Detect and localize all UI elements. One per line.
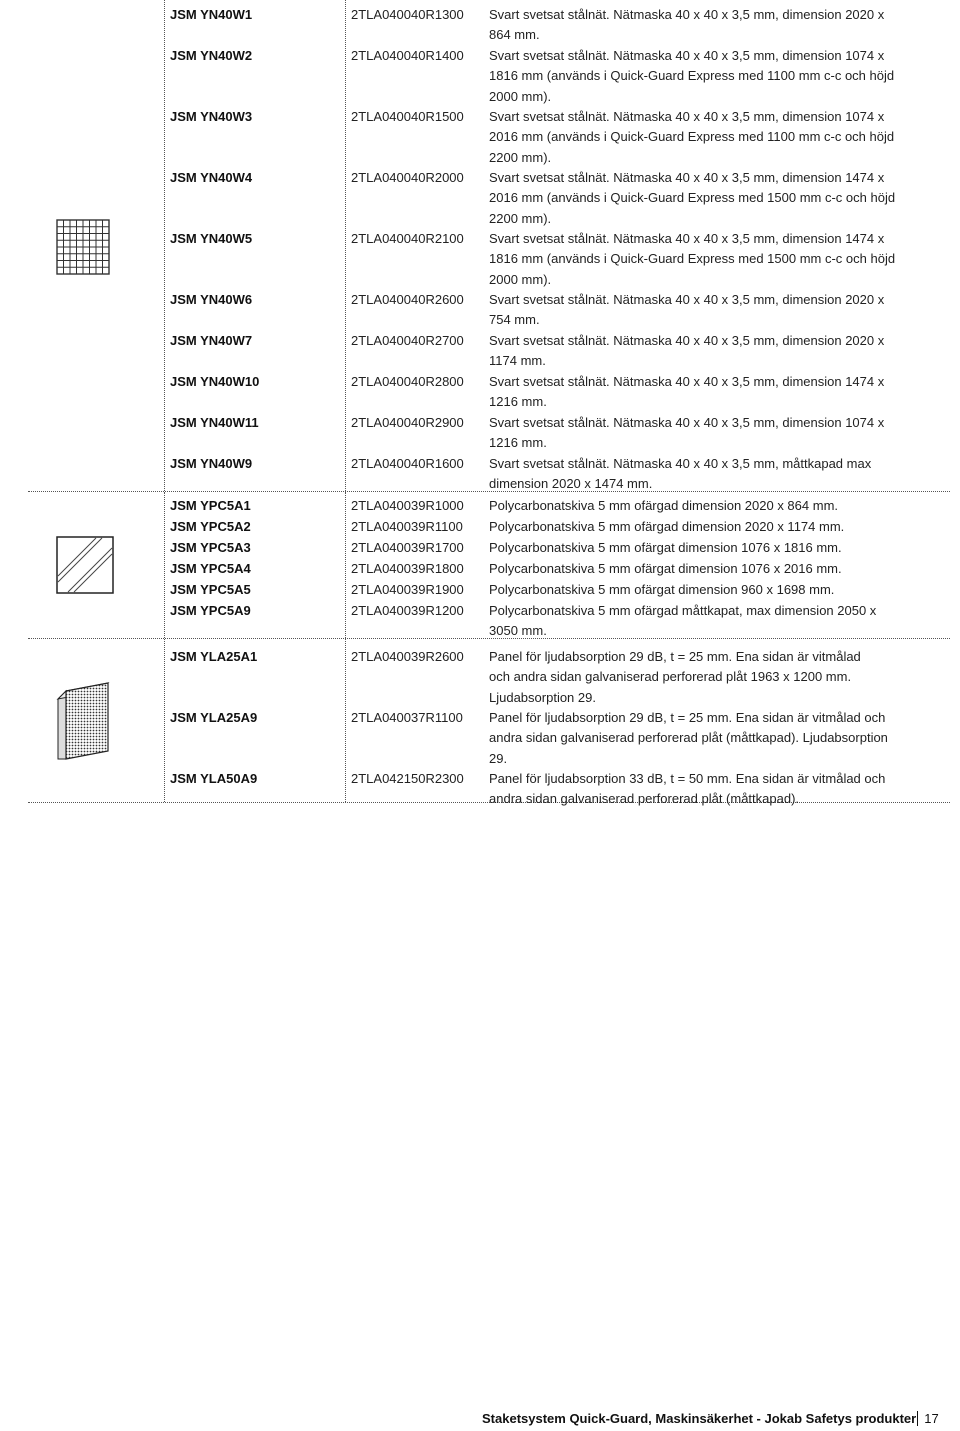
description-line: Ljudabsorption 29. [489, 689, 596, 705]
description [489, 647, 944, 708]
mesh-panel-group [28, 0, 950, 492]
article-number: 2TLA040040R1600 [351, 456, 464, 471]
model-name: JSM YPC5A2 [170, 519, 251, 534]
model-name: JSM YPC5A3 [170, 540, 251, 555]
description-line: andra sidan galvaniserad perforerad plåt (måttkapad). Ljudabsorption [489, 730, 888, 746]
description-line: Svart svetsat stålnät. Nätmaska 40 x 40 x 3,5 mm, dimension 1474 x [489, 231, 885, 246]
model-name: JSM YN40W4 [170, 170, 253, 185]
article-number: 2TLA040040R1300 [351, 7, 464, 22]
description [489, 46, 944, 107]
model-name: JSM YPC5A1 [170, 498, 251, 513]
illustration-column [28, 639, 165, 802]
article-number: 2TLA040037R1100 [351, 710, 463, 725]
description [489, 454, 944, 495]
sound-absorption-group [28, 639, 950, 807]
article-number: 2TLA040040R2000 [351, 170, 464, 185]
article-number: 2TLA040040R1500 [351, 109, 464, 124]
description-line: 2000 mm). [489, 271, 552, 287]
description-line: andra sidan galvaniserad perforerad plåt (måttkapad). [489, 791, 800, 807]
description-line: Polycarbonatskiva 5 mm ofärgat dimension 1076 x 1816 mm. [489, 540, 842, 555]
description-line: Svart svetsat stålnät. Nätmaska 40 x 40 x 3,5 mm, måttkapad max [489, 456, 872, 471]
description-line: 1816 mm (används i Quick-Guard Express med 1100 mm c-c och höjd [489, 68, 895, 84]
article-number: 2TLA040040R1400 [351, 48, 464, 63]
description-line: 3050 mm. [489, 623, 547, 639]
description [489, 538, 944, 558]
description-line: dimension 2020 x 1474 mm. [489, 476, 653, 492]
description-line: Svart svetsat stålnät. Nätmaska 40 x 40 x 3,5 mm, dimension 1074 x [489, 415, 885, 430]
model-name: JSM YN40W10 [170, 374, 260, 389]
description-line: Svart svetsat stålnät. Nätmaska 40 x 40 x 3,5 mm, dimension 1074 x [489, 109, 885, 124]
description-line: 2200 mm). [489, 210, 552, 226]
page-footer [482, 1411, 939, 1426]
description [489, 517, 944, 537]
description-line: 2000 mm). [489, 88, 552, 104]
description-line: 1216 mm. [489, 435, 547, 451]
article-number: 2TLA040039R1900 [351, 582, 464, 597]
model-name: JSM YN40W9 [170, 456, 253, 471]
column-divider [345, 0, 347, 491]
model-name: JSM YN40W6 [170, 292, 253, 307]
description-line: 2200 mm). [489, 149, 552, 165]
article-number: 2TLA040039R1800 [351, 561, 464, 576]
description-line: 1816 mm (används i Quick-Guard Express med 1500 mm c-c och höjd [489, 251, 896, 267]
model-name: JSM YN40W11 [170, 415, 259, 430]
model-name: JSM YPC5A9 [170, 603, 251, 618]
description-line: 864 mm. [489, 27, 540, 43]
description-line: Svart svetsat stålnät. Nätmaska 40 x 40 x 3,5 mm, dimension 2020 x [489, 292, 885, 307]
illustration-column [28, 0, 165, 491]
column-divider [345, 492, 347, 638]
description [489, 769, 944, 810]
description [489, 168, 944, 229]
description [489, 290, 944, 331]
description [489, 413, 944, 454]
article-number: 2TLA040040R2700 [351, 333, 464, 348]
description-line: Polycarbonatskiva 5 mm ofärgat dimension 960 x 1698 mm. [489, 582, 835, 597]
page-number: 17 [924, 1411, 939, 1426]
model-name: JSM YN40W5 [170, 231, 253, 246]
model-name: JSM YPC5A4 [170, 561, 251, 576]
description-line: Polycarbonatskiva 5 mm ofärgad dimension 2020 x 1174 mm. [489, 519, 845, 534]
model-name: JSM YPC5A5 [170, 582, 251, 597]
description [489, 601, 944, 642]
article-number: 2TLA040040R2900 [351, 415, 464, 430]
article-number: 2TLA040040R2800 [351, 374, 464, 389]
description [489, 107, 944, 168]
article-number: 2TLA040039R1100 [351, 519, 463, 534]
description [489, 331, 944, 372]
wire-mesh-panel-drawing [56, 219, 110, 275]
footer-separator [917, 1411, 918, 1426]
description-line: Svart svetsat stålnät. Nätmaska 40 x 40 x 3,5 mm, dimension 1074 x [489, 48, 885, 63]
description-line: 2016 mm (används i Quick-Guard Express med 1500 mm c-c och höjd [489, 190, 896, 206]
description [489, 580, 944, 600]
description [489, 559, 944, 579]
description-line: Svart svetsat stålnät. Nätmaska 40 x 40 x 3,5 mm, dimension 1474 x [489, 170, 885, 185]
polycarbonate-group [28, 492, 950, 639]
description-line: Polycarbonatskiva 5 mm ofärgad dimension 2020 x 864 mm. [489, 498, 839, 513]
column-divider [345, 639, 347, 802]
description-line: Polycarbonatskiva 5 mm ofärgat dimension 1076 x 2016 mm. [489, 561, 842, 576]
article-number: 2TLA042150R2300 [351, 771, 464, 786]
description-line: Panel för ljudabsorption 33 dB, t = 50 mm. Ena sidan är vitmålad och [489, 771, 886, 786]
description-line: Svart svetsat stålnät. Nätmaska 40 x 40 x 3,5 mm, dimension 2020 x [489, 7, 885, 22]
model-name: JSM YN40W2 [170, 48, 253, 63]
description-line: Polycarbonatskiva 5 mm ofärgad måttkapat, max dimension 2050 x [489, 603, 877, 618]
article-number: 2TLA040039R1700 [351, 540, 464, 555]
model-name: JSM YN40W7 [170, 333, 253, 348]
sound-absorption-panel-drawing [56, 681, 110, 761]
article-number: 2TLA040040R2100 [351, 231, 464, 246]
article-number: 2TLA040039R1000 [351, 498, 464, 513]
polycarbonate-sheet-drawing [56, 536, 114, 594]
model-name: JSM YLA25A9 [170, 710, 258, 725]
model-name: JSM YLA25A1 [170, 649, 258, 664]
description-line: och andra sidan galvaniserad perforerad plåt 1963 x 1200 mm. [489, 669, 852, 685]
description [489, 372, 944, 413]
description-line: Panel för ljudabsorption 29 dB, t = 25 mm. Ena sidan är vitmålad [489, 649, 861, 664]
description-line: Panel för ljudabsorption 29 dB, t = 25 mm. Ena sidan är vitmålad och [489, 710, 886, 725]
description-line: 1216 mm. [489, 394, 547, 410]
description [489, 5, 944, 46]
article-number: 2TLA040040R2600 [351, 292, 464, 307]
article-number: 2TLA040039R2600 [351, 649, 464, 664]
description-line: 1174 mm. [489, 353, 546, 369]
description [489, 496, 944, 516]
illustration-column [28, 492, 165, 638]
article-number: 2TLA040039R1200 [351, 603, 464, 618]
description-line: 29. [489, 750, 508, 766]
description-line: 754 mm. [489, 312, 540, 328]
description [489, 708, 944, 769]
model-name: JSM YN40W1 [170, 7, 253, 22]
model-name: JSM YLA50A9 [170, 771, 258, 786]
footer-title: Staketsystem Quick-Guard, Maskinsäkerhet - Jokab Safetys produkter [482, 1411, 917, 1426]
model-name: JSM YN40W3 [170, 109, 253, 124]
description-line: Svart svetsat stålnät. Nätmaska 40 x 40 x 3,5 mm, dimension 1474 x [489, 374, 885, 389]
description [489, 229, 944, 290]
description-line: Svart svetsat stålnät. Nätmaska 40 x 40 x 3,5 mm, dimension 2020 x [489, 333, 885, 348]
description-line: 2016 mm (används i Quick-Guard Express med 1100 mm c-c och höjd [489, 129, 895, 145]
